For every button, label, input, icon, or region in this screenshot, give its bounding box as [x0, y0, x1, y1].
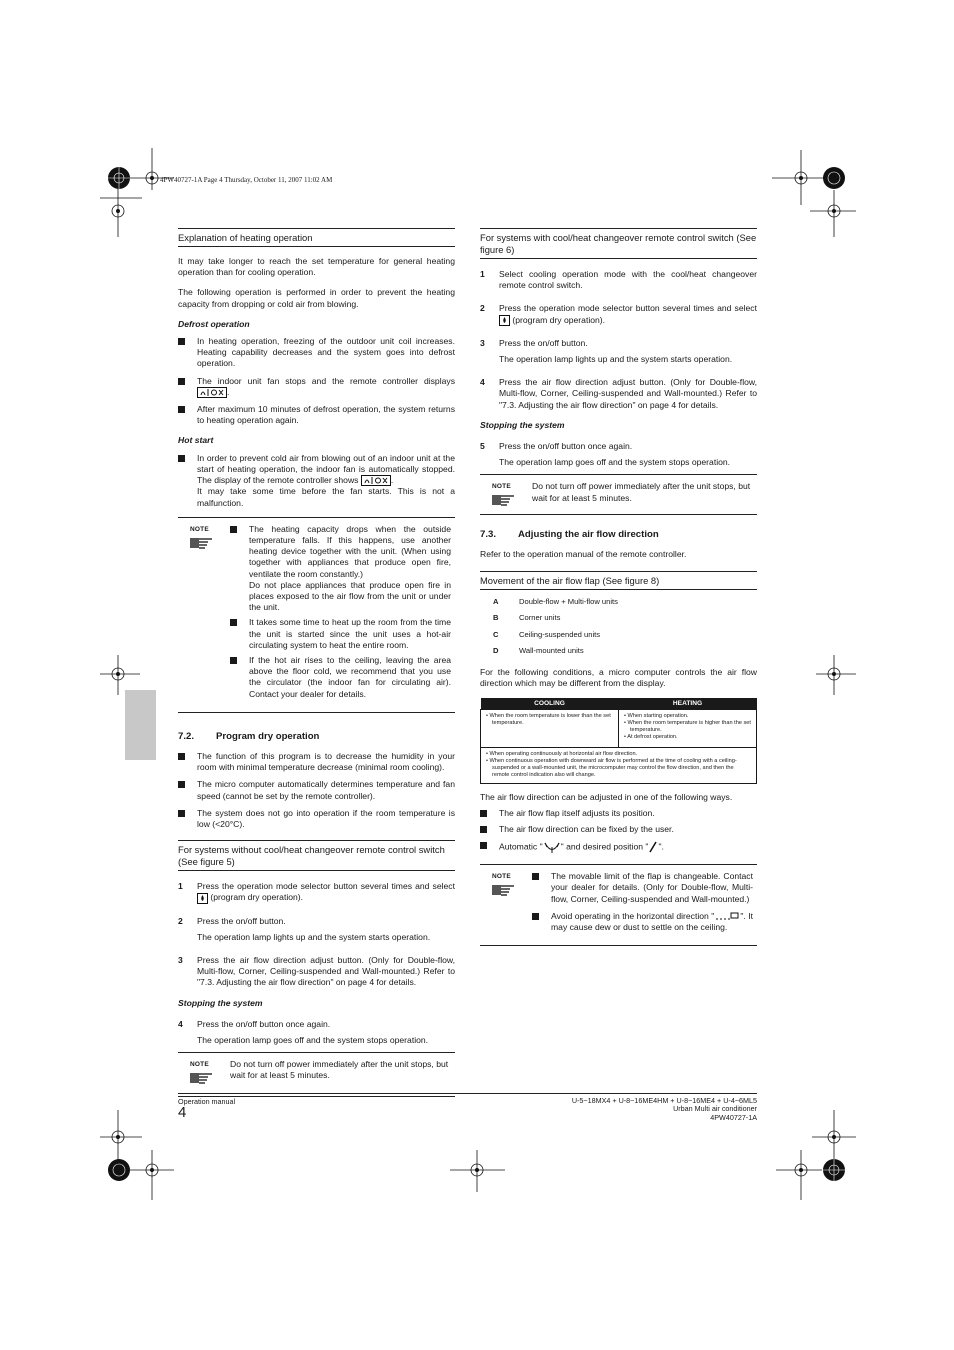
- movement-title: Movement of the air flow flap (See figure 8): [480, 571, 757, 590]
- adjust-bullet-3: Automatic " " and desired position " ".: [480, 840, 757, 854]
- with-switch-title: For systems with cool/heat changeover remote control switch (See figure 6): [480, 228, 757, 259]
- left-step-2: 2 Press the on/off button. The operation lamp lights up and the system starts operation.: [178, 915, 431, 942]
- hand-pointer-icon: [190, 1070, 214, 1084]
- s73-para: Refer to the operation manual of the remote controller.: [480, 549, 687, 560]
- table-header-heating: HEATING: [619, 698, 757, 710]
- footer-manual-label: Operation manual: [178, 1097, 236, 1106]
- right-step-3: 3 Press the on/off button. The operation lamp lights up and the system starts operation.: [480, 337, 733, 365]
- note-label: NOTE: [492, 873, 511, 881]
- left-stopping-subtitle: Stopping the system: [178, 997, 263, 1008]
- defrost-display-icon: [197, 387, 227, 398]
- left-column: [178, 228, 455, 1097]
- right-step-4: 4 Press the air flow direction adjust button. (Only for Double-flow, Multi-flow, Corner, Ceiling-suspended and Wall-mounted.) Refer to "7.3. Adjusting the air flow direction" on page 4 for details.: [480, 377, 757, 410]
- note-flap: [480, 864, 757, 946]
- footer-model-info: U-5~18MX4 + U-8~16ME4HM + U-8~16ME4 + U-4~6ML5 Urban Multi air conditioner 4PW40727-1A: [571, 1096, 757, 1122]
- defrost-bullet-3: After maximum 10 minutes of defrost operation, the system returns to heating operation again.: [178, 404, 455, 426]
- adjust-bullet-1: The air flow flap itself adjusts its position.: [480, 808, 757, 819]
- hotstart-display-icon: [361, 475, 391, 486]
- note-power-right: [480, 474, 757, 514]
- swing-auto-icon: [543, 840, 561, 854]
- left-step-3: 3 Press the air flow direction adjust button. (Only for Double-flow, Multi-flow, Corner, Ceiling-suspended and Wall-mounted.) Refer to "7.3. Adjusting the air flow direction" on page 4 for details.: [178, 955, 455, 988]
- table-cell-cooling: • When the room temperature is lower than the set temperature.: [481, 709, 619, 747]
- table-header-cooling: COOLING: [481, 698, 619, 710]
- heating-para-2: The following operation is performed in order to prevent the heating capacity from dropping or cold air from blowing.: [178, 287, 455, 309]
- list-item: C Ceiling-suspended units: [493, 629, 601, 639]
- hand-pointer-icon: [190, 535, 214, 549]
- airflow-conditions-table: [480, 698, 757, 784]
- note-heating-bullet-3: If the hot air rises to the ceiling, leaving the area above the floor cold, we recommend that you use the circulator (the indoor fan for circulating air). Contact your dealer for details.: [230, 655, 451, 700]
- flap-position-icon: [648, 841, 658, 853]
- note-flap-bullet-2: Avoid operating in the horizontal direction " ". It may cause dew or dust to settle on the ceiling.: [532, 911, 753, 933]
- unit-letter-list: [480, 596, 757, 656]
- hotstart-subtitle: Hot start: [178, 435, 214, 446]
- adjust-bullet-2: The air flow direction can be fixed by the user.: [480, 824, 757, 835]
- adjust-para: The air flow direction can be adjusted in one of the following ways.: [480, 791, 733, 802]
- list-item: A Double-flow + Multi-flow units: [493, 597, 618, 607]
- heating-para-1: It may take longer to reach the set temperature for general heating operation than for cooling operation.: [178, 256, 455, 278]
- footer-rule: [178, 1093, 757, 1094]
- list-item: D Wall-mounted units: [493, 645, 584, 655]
- dry-bullet-3: The system does not go into operation if the room temperature is low (<20°C).: [178, 808, 455, 830]
- conditions-para: For the following conditions, a micro computer controls the air flow direction which may be different from the display.: [480, 667, 757, 689]
- page-number: 4: [178, 1104, 187, 1121]
- defrost-subtitle: Defrost operation: [178, 318, 250, 329]
- note-power-text: Do not turn off power immediately after the unit stops, but wait for at least 5 minutes.: [532, 481, 751, 503]
- without-switch-title: For systems without cool/heat changeover remote control switch (See figure 5): [178, 840, 455, 871]
- right-column: [480, 228, 757, 946]
- note-power-text: Do not turn off power immediately after the unit stops, but wait for at least 5 minutes.: [230, 1059, 449, 1081]
- list-item: B Corner units: [493, 613, 561, 623]
- note-heating: [178, 517, 455, 713]
- right-stopping-subtitle: Stopping the system: [480, 419, 565, 430]
- program-dry-icon: [197, 893, 208, 904]
- dry-bullet-2: The micro computer automatically determines temperature and fan speed (cannot be set by the remote controller).: [178, 779, 455, 801]
- hotstart-bullet: In order to prevent cold air from blowing out of an indoor unit at the start of heating operation, the indoor fan is automatically stopped. The display of the remote controller shows . It may take some time before the fan starts. This is not a malfunction.: [178, 453, 455, 509]
- hand-pointer-icon: [492, 492, 516, 506]
- note-label: NOTE: [190, 1061, 209, 1069]
- program-dry-icon: [499, 315, 510, 326]
- defrost-bullet-1: In heating operation, freezing of the outdoor unit coil increases. Heating capability decreases and the system goes into defrost operation.: [178, 336, 455, 370]
- heating-section-title: Explanation of heating operation: [178, 228, 455, 247]
- table-cell-both: • When operating continuously at horizontal air flow direction. • When continuous operation with downward air flow is performed at the time of cooling with a ceiling-suspended or a wall-mounted unit, the microcomputer may control the flow direction, and then the remote control indication also will change.: [481, 747, 757, 783]
- print-stamp: 4PW40727-1A Page 4 Thursday, October 11, 2007 11:02 AM: [160, 176, 333, 184]
- left-step-1: 1 Press the operation mode selector button several times and select (program dry operation).: [178, 881, 455, 903]
- left-step-4: 4 Press the on/off button once again. The operation lamp goes off and the system stops operation.: [178, 1018, 429, 1046]
- right-step-5: 5 Press the on/off button once again. The operation lamp goes off and the system stops operation.: [480, 441, 731, 468]
- note-heating-bullet-1: The heating capacity drops when the outside temperature falls. If this happens, use another heating device together with the unit. (When using together with appliances that produce open fire, ventilate the room constantly.) Do not place appliances that produce open fire in places exposed to the air flow from the unit or under the unit.: [230, 524, 451, 614]
- section-7-3-heading: 7.3. Adjusting the air flow direction: [480, 528, 659, 540]
- note-flap-bullet-1: The movable limit of the flap is changeable. Contact your dealer for details. (Only for Double-flow, Multi-flow, Corner, Ceiling-suspended and Wall-mounted.): [532, 871, 753, 905]
- note-label: NOTE: [190, 525, 209, 533]
- table-cell-heating: • When starting operation. • When the room temperature is higher than the set temperature. • At defrost operation.: [619, 709, 757, 747]
- right-step-2: 2 Press the operation mode selector button several times and select (program dry operation).: [480, 303, 757, 325]
- note-label: NOTE: [492, 483, 511, 491]
- side-tab: [125, 690, 156, 760]
- note-power-left: [178, 1052, 455, 1096]
- right-step-1: 1 Select cooling operation mode with the cool/heat changeover remote control switch.: [480, 269, 757, 291]
- hand-pointer-icon: [492, 882, 516, 896]
- section-7-2-heading: 7.2. Program dry operation: [178, 730, 320, 742]
- dry-bullet-1: The function of this program is to decrease the humidity in your room with minimal temperature decrease (minimal room cooling).: [178, 751, 455, 773]
- defrost-bullet-2: The indoor unit fan stops and the remote controller displays .: [178, 376, 455, 398]
- horizontal-flow-icon: [714, 911, 740, 921]
- note-heating-bullet-2: It takes some time to heat up the room from the time the unit is started since the unit uses a hot-air circulating system to heat the entire room.: [230, 617, 451, 651]
